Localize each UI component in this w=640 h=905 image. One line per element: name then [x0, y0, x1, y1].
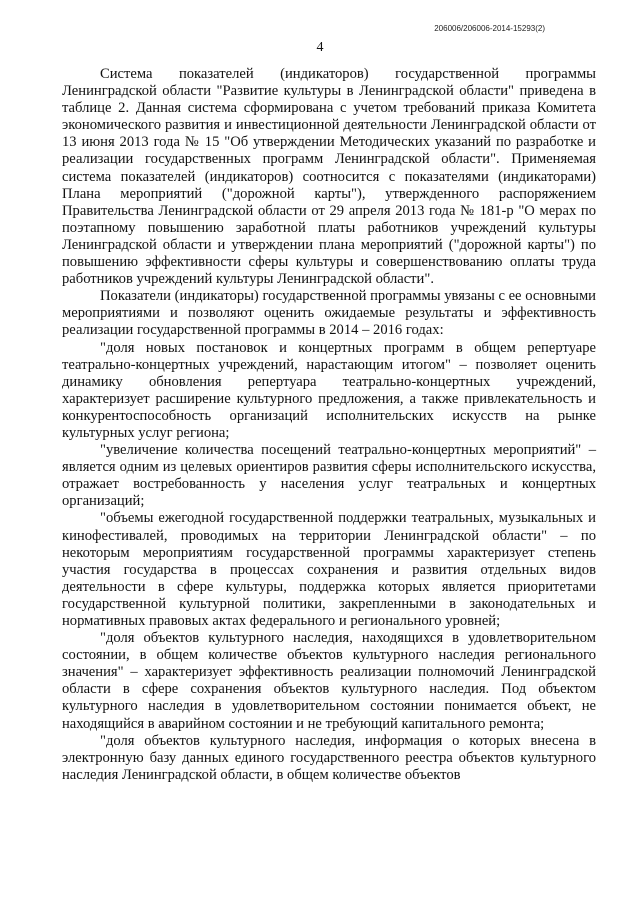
paragraph: "увеличение количества посещений театрально-концертных мероприятий" – является одним из целевых ориентиров развития сферы исполнительского искусства, отражает востребованность у населения услуг театральных и концертных организаций; [62, 442, 596, 510]
paragraph: "доля объектов культурного наследия, находящихся в удовлетворительном состоянии, в общем количестве объектов культурного наследия регионального значения" – характеризует эффективность реализации полномочий Ленинградской области в сфере сохранения объектов культурного наследия. Под объектом культурного наследия в удовлетворительном состоянии понимается объект, не находящийся в аварийном состоянии и не требующий капитального ремонта; [62, 630, 596, 732]
document-id: 206006/206006-2014-15293(2) [434, 24, 545, 33]
paragraph: "доля объектов культурного наследия, информация о которых внесена в электронную базу данных единого государственного реестра объектов культурного наследия Ленинградской области, в общем количестве объектов [62, 732, 596, 783]
paragraph: Система показателей (индикаторов) государственной программы Ленинградской области "Развитие культуры в Ленинградской области" приведена в таблице 2. Данная система сформирована с учетом требований приказа Комитета экономического развития и инвестиционной деятельности Ленинградской области от 13 июня 2013 года № 15 "Об утверждении Методических указаний по разработке и реализации государственных программ Ленинградской области". Применяемая система показателей (индикаторов) соотносится с показателями (индикаторами) Плана мероприятий ("дорожной карты"), утвержденного распоряжением Правительства Ленинградской области от 29 апреля 2013 года № 181-р "О мерах по поэтапному повышению заработной платы работников учреждений культуры Ленинградской области и утверждении плана мероприятий ("дорожной карты") по повышению эффективности сферы культуры и совершенствованию оплаты труда работников учреждений культуры Ленинградской области". [62, 66, 596, 288]
document-body [62, 66, 596, 784]
paragraph: "доля новых постановок и концертных программ в общем репертуаре театрально-концертных учреждений, нарастающим итогом" – позволяет оценить динамику обновления репертуара театрально-концертных учреждений, характеризует расширение культурного предложения, а также привлекательность и конкурентоспособность организаций исполнительских искусств на рынке культурных услуг региона; [62, 339, 596, 441]
page-number: 4 [316, 40, 324, 55]
paragraph: "объемы ежегодной государственной поддержки театральных, музыкальных и кинофестивалей, проводимых на территории Ленинградской области" – по некоторым мероприятиям государственной программы характеризует степень участия государства в процессах сохранения и развития отдельных видов деятельности в сфере культуры, поддержка которых является приоритетами государственной культурной политики, закрепленными в законодательных и нормативных правовых актах федерального и регионального уровней; [62, 510, 596, 629]
paragraph: Показатели (индикаторы) государственной программы увязаны с ее основными мероприятиями и позволяют оценить ожидаемые результаты и эффективность реализации государственной программы в 2014 – 2016 годах: [62, 288, 596, 339]
